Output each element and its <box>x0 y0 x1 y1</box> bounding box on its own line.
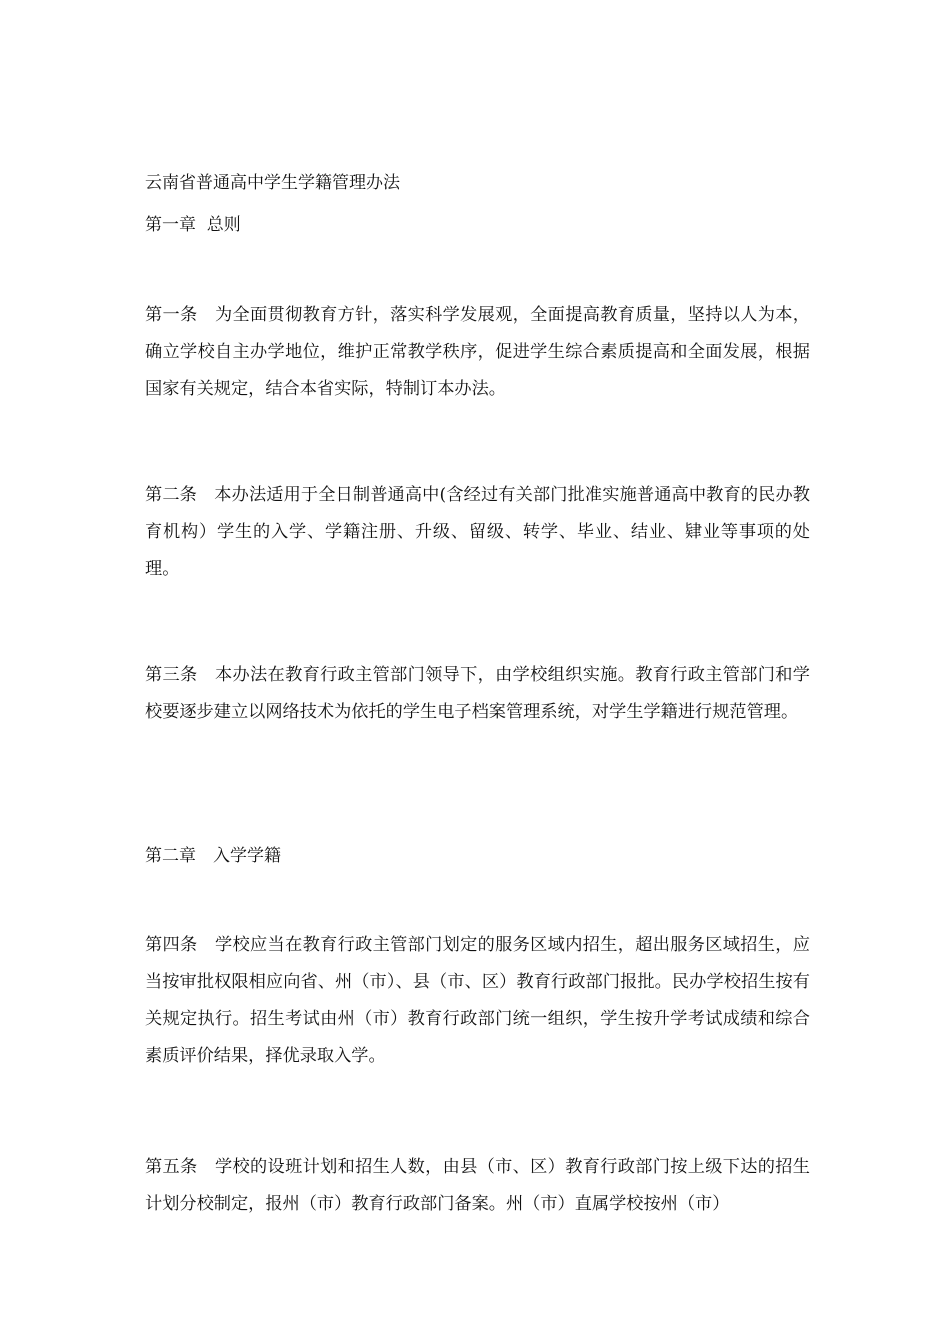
article-4: 第四条 学校应当在教育行政主管部门划定的服务区域内招生，超出服务区域招生，应当按审批权限相应向省、州（市）、县（市、区）教育行政部门报批。民办学校招生按有关规定执行。招生考试由州（市）教育行政部门统一组织，学生按升学考试成绩和综合素质评价结果，择优录取入学。 <box>145 935 810 1066</box>
article-2: 第二条 本办法适用于全日制普通高中(含经过有关部门批准实施普通高中教育的民办教育机构）学生的入学、学籍注册、升级、留级、转学、毕业、结业、肄业等事项的处理。 <box>145 485 810 579</box>
article-1: 第一条 为全面贯彻教育方针，落实科学发展观，全面提高教育质量，坚持以人为本，确立学校自主办学地位，维护正常教学秩序，促进学生综合素质提高和全面发展，根据国家有关规定，结合本省实际，特制订本办法。 <box>145 305 810 399</box>
chapter-heading-2: 第二章 入学学籍 <box>145 846 281 866</box>
document-title: 云南省普通高中学生学籍管理办法 <box>145 173 400 193</box>
article-3: 第三条 本办法在教育行政主管部门领导下，由学校组织实施。教育行政主管部门和学校要逐步建立以网络技术为依托的学生电子档案管理系统，对学生学籍进行规范管理。 <box>145 665 810 722</box>
article-5: 第五条 学校的设班计划和招生人数，由县（市、区）教育行政部门按上级下达的招生计划分校制定，报州（市）教育行政部门备案。州（市）直属学校按州（市） <box>145 1157 810 1214</box>
chapter-heading-1: 第一章 总则 <box>145 215 241 235</box>
